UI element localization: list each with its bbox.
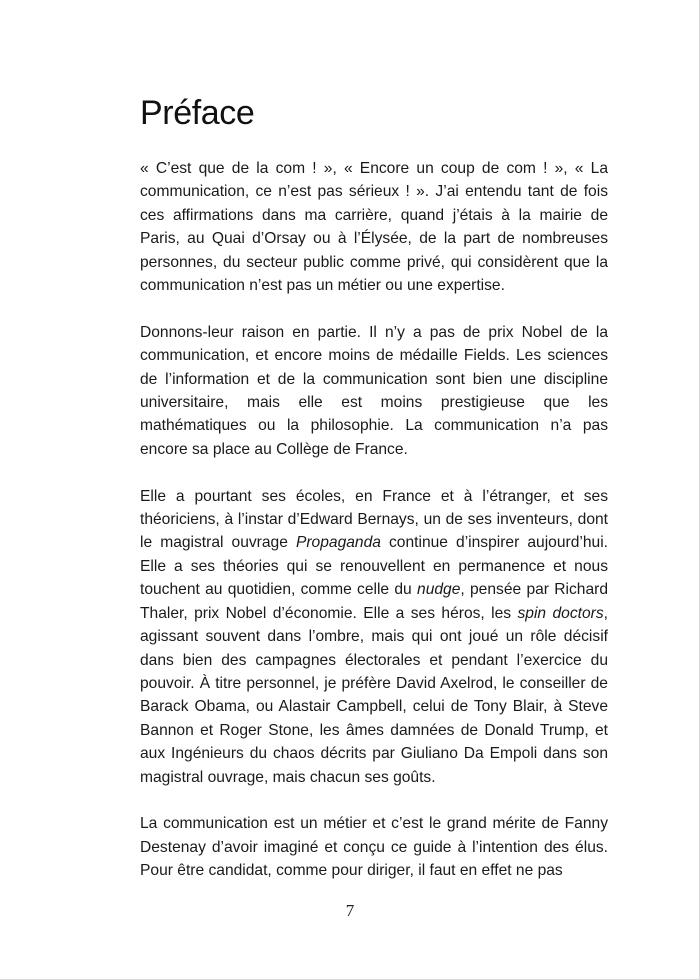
- paragraph-2: Donnons-leur raison en partie. Il n’y a pas de prix Nobel de la communication, et encore moins de médaille Fields. Les sciences de l’information et de la communication sont bien une discipline universitaire, mais elle est moins prestigieuse que les mathématiques ou la philosophie. La communication n’a pas encore sa place au Collège de France.: [140, 323, 608, 458]
- term-nudge: nudge: [417, 581, 461, 599]
- paragraph-3-text-2: continue d’inspirer aujourd’hui. Elle a ses théories qui se renouvellent en permanence et nous touchent au quotidien, comme celle du: [140, 534, 608, 599]
- paragraph-3: [140, 485, 608, 789]
- paragraph-4: La communication est un métier et c’est le grand mérite de Fanny Destenay d’avoir imaginé et conçu ce guide à l’intention des élus. Pour être candidat, comme pour diriger, il faut en effet ne pas: [140, 815, 608, 880]
- page-title: Préface: [140, 94, 255, 132]
- body-text: [140, 157, 608, 906]
- paragraph-1: « C’est que de la com ! », « Encore un coup de com ! », « La communication, ce n’est pas sérieux ! ». J’ai entendu tant de fois ces affirmations dans ma carrière, quand j’étais à la mairie de Paris, au Quai d’Orsay ou à l’Élysée, de la part de nombreuses personnes, du secteur public comme privé, qui considèrent que la communication n’est pas un métier ou une expertise.: [140, 160, 608, 295]
- paragraph-3-text-3: , pensée par Richard Thaler, prix Nobel d’économie. Elle a ses héros, les: [140, 581, 608, 622]
- paragraph-3-text-1: Elle a pourtant ses écoles, en France et à l’étranger, et ses théoriciens, à l’instar d’Edward Bernays, un de ses inventeurs, dont le magistral ouvrage: [140, 487, 608, 552]
- paragraph-3-text-4: , agissant souvent dans l’ombre, mais qui ont joué un rôle décisif dans bien des campagnes électorales et pendant l’exercice du pouvoir. À titre personnel, je préfère David Axelrod, le conseiller de Barack Obama, ou Alastair Campbell, celui de Tony Blair, à Steve Bannon et Roger Stone, les âmes damnées de Donald Trump, et aux Ingénieurs du chaos décrits par Giuliano Da Empoli dans son magistral ouvrage, mais chacun ses goûts.: [140, 604, 608, 786]
- book-title-propaganda: Propaganda: [295, 534, 381, 552]
- term-spin-doctors: spin doctors: [517, 604, 604, 622]
- page-number: 7: [345, 901, 355, 920]
